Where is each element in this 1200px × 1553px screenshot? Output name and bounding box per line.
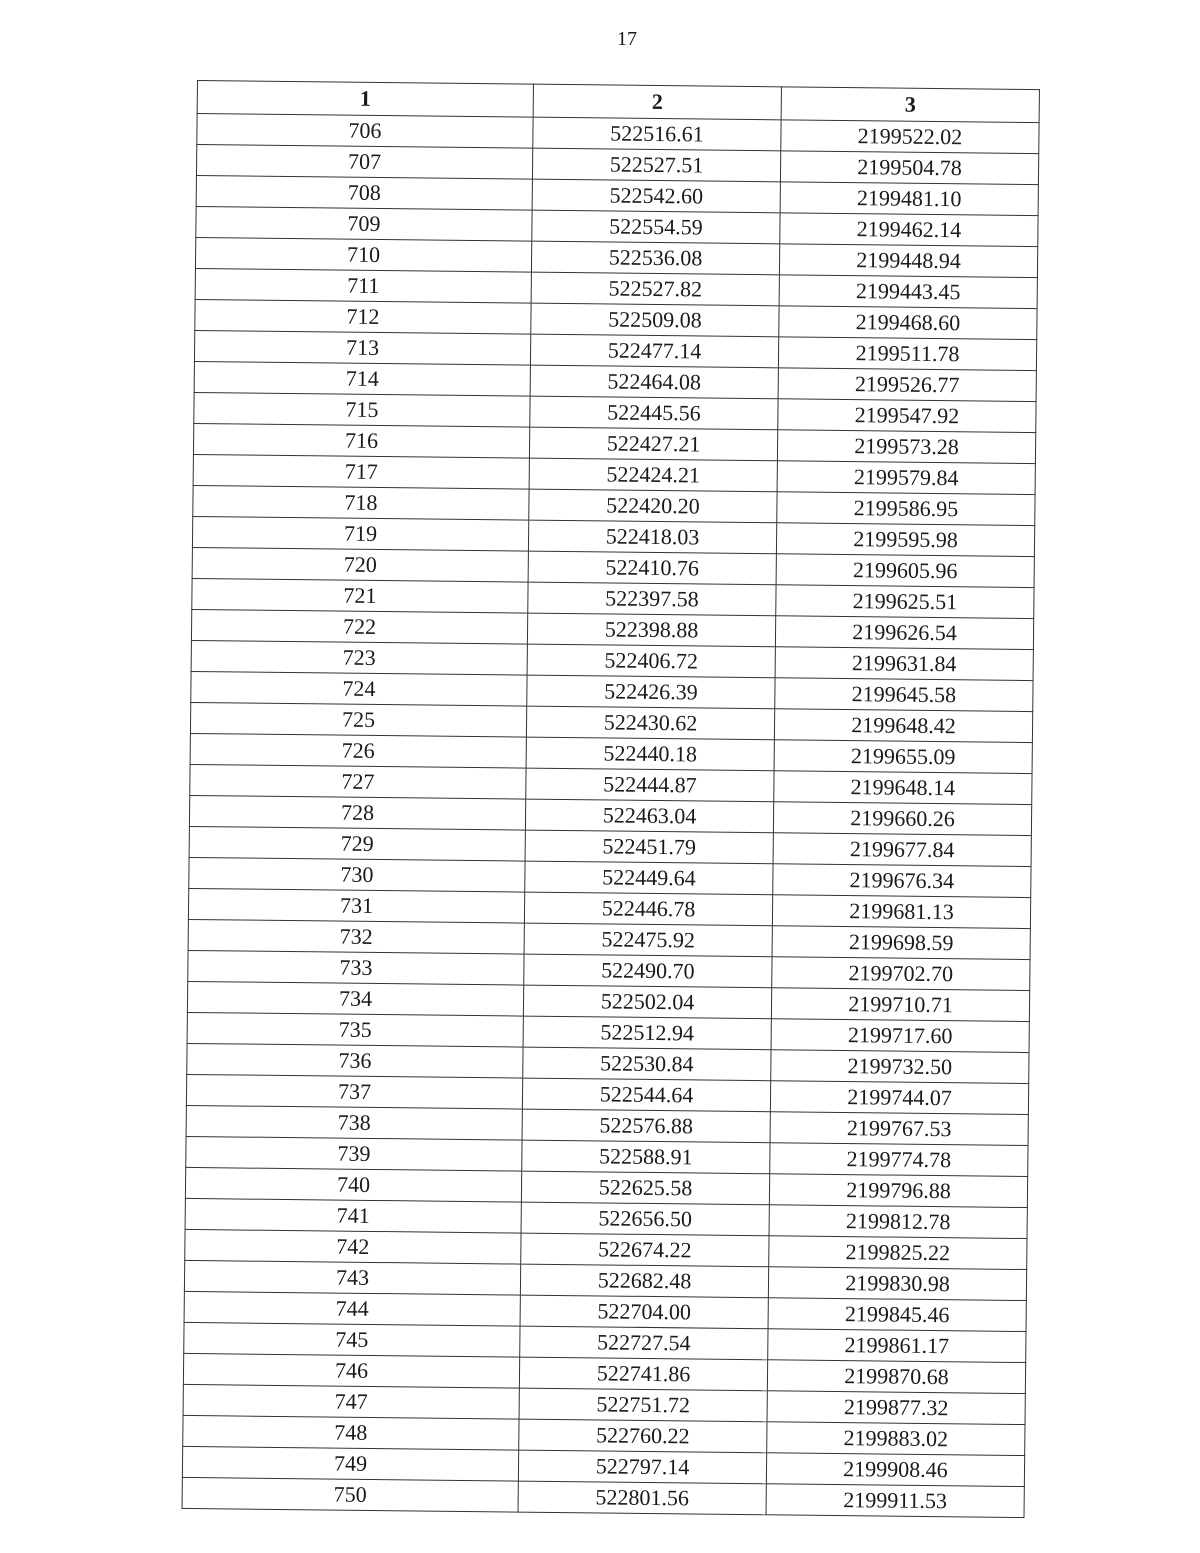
x-coordinate-cell: 522576.88 — [522, 1109, 770, 1143]
y-coordinate-cell: 2199448.94 — [779, 244, 1037, 278]
point-number-cell: 715 — [194, 392, 530, 427]
point-number-cell: 746 — [183, 1353, 519, 1388]
point-number-cell: 727 — [190, 764, 526, 799]
x-coordinate-cell: 522424.21 — [529, 458, 777, 492]
x-coordinate-cell: 522410.76 — [528, 551, 776, 585]
point-number-cell: 730 — [189, 857, 525, 892]
x-coordinate-cell: 522426.39 — [527, 675, 775, 709]
x-coordinate-cell: 522418.03 — [528, 520, 776, 554]
x-coordinate-cell: 522464.08 — [530, 365, 778, 399]
y-coordinate-cell: 2199481.10 — [780, 182, 1038, 216]
point-number-cell: 737 — [186, 1074, 522, 1109]
point-number-cell: 722 — [191, 609, 527, 644]
y-coordinate-cell: 2199468.60 — [779, 306, 1037, 340]
point-number-cell: 732 — [188, 919, 524, 954]
y-coordinate-cell: 2199908.46 — [766, 1453, 1024, 1487]
point-number-cell: 741 — [185, 1198, 521, 1233]
y-coordinate-cell: 2199655.09 — [774, 740, 1032, 774]
point-number-cell: 712 — [195, 299, 531, 334]
x-coordinate-cell: 522536.08 — [531, 241, 779, 275]
y-coordinate-cell: 2199631.84 — [775, 647, 1033, 681]
point-number-cell: 713 — [194, 330, 530, 365]
x-coordinate-cell: 522760.22 — [519, 1419, 767, 1453]
point-number-cell: 744 — [184, 1291, 520, 1326]
x-coordinate-cell: 522544.64 — [522, 1078, 770, 1112]
point-number-cell: 720 — [192, 547, 528, 582]
point-number-cell: 740 — [185, 1167, 521, 1202]
y-coordinate-cell: 2199702.70 — [772, 957, 1030, 991]
y-coordinate-cell: 2199825.22 — [769, 1236, 1027, 1270]
x-coordinate-cell: 522527.51 — [532, 148, 780, 182]
y-coordinate-cell: 2199462.14 — [780, 213, 1038, 247]
y-coordinate-cell: 2199911.53 — [766, 1484, 1024, 1518]
point-number-cell: 745 — [184, 1322, 520, 1357]
y-coordinate-cell: 2199526.77 — [778, 368, 1036, 402]
y-coordinate-cell: 2199605.96 — [776, 554, 1034, 588]
x-coordinate-cell: 522440.18 — [526, 737, 774, 771]
point-number-cell: 717 — [193, 454, 529, 489]
x-coordinate-cell: 522797.14 — [518, 1450, 766, 1484]
y-coordinate-cell: 2199877.32 — [767, 1391, 1025, 1425]
point-number-cell: 706 — [197, 114, 533, 149]
x-coordinate-cell: 522516.61 — [533, 117, 781, 151]
point-number-cell: 750 — [182, 1477, 518, 1512]
column-header-3: 3 — [781, 87, 1039, 123]
page-number: 17 — [617, 28, 637, 50]
y-coordinate-cell: 2199586.95 — [777, 492, 1035, 526]
point-number-cell: 742 — [185, 1229, 521, 1264]
point-number-cell: 710 — [195, 237, 531, 272]
y-coordinate-cell: 2199774.78 — [770, 1143, 1028, 1177]
x-coordinate-cell: 522397.58 — [528, 582, 776, 616]
point-number-cell: 734 — [187, 981, 523, 1016]
y-coordinate-cell: 2199626.54 — [775, 616, 1033, 650]
point-number-cell: 714 — [194, 361, 530, 396]
x-coordinate-cell: 522427.21 — [529, 427, 777, 461]
y-coordinate-cell: 2199645.58 — [775, 678, 1033, 712]
x-coordinate-cell: 522420.20 — [529, 489, 777, 523]
x-coordinate-cell: 522625.58 — [521, 1171, 769, 1205]
point-number-cell: 729 — [189, 826, 525, 861]
y-coordinate-cell: 2199796.88 — [769, 1174, 1027, 1208]
x-coordinate-cell: 522527.82 — [531, 272, 779, 306]
y-coordinate-cell: 2199676.34 — [773, 864, 1031, 898]
x-coordinate-cell: 522530.84 — [523, 1047, 771, 1081]
point-number-cell: 711 — [195, 268, 531, 303]
point-number-cell: 709 — [196, 206, 532, 241]
point-number-cell: 743 — [184, 1260, 520, 1295]
y-coordinate-cell: 2199830.98 — [768, 1267, 1026, 1301]
x-coordinate-cell: 522463.04 — [525, 799, 773, 833]
column-header-1: 1 — [197, 81, 533, 118]
point-number-cell: 738 — [186, 1105, 522, 1140]
x-coordinate-cell: 522509.08 — [531, 303, 779, 337]
point-number-cell: 719 — [192, 516, 528, 551]
x-coordinate-cell: 522490.70 — [524, 954, 772, 988]
y-coordinate-cell: 2199870.68 — [767, 1360, 1025, 1394]
y-coordinate-cell: 2199573.28 — [777, 430, 1035, 464]
x-coordinate-cell: 522554.59 — [532, 210, 780, 244]
y-coordinate-cell: 2199443.45 — [779, 275, 1037, 309]
point-number-cell: 707 — [196, 145, 532, 180]
x-coordinate-cell: 522502.04 — [523, 985, 771, 1019]
x-coordinate-cell: 522704.00 — [520, 1295, 768, 1329]
point-number-cell: 728 — [189, 795, 525, 830]
y-coordinate-cell: 2199744.07 — [770, 1081, 1028, 1115]
x-coordinate-cell: 522475.92 — [524, 923, 772, 957]
point-number-cell: 748 — [183, 1415, 519, 1450]
y-coordinate-cell: 2199732.50 — [771, 1050, 1029, 1084]
x-coordinate-cell: 522588.91 — [522, 1140, 770, 1174]
x-coordinate-cell: 522406.72 — [527, 644, 775, 678]
x-coordinate-cell: 522398.88 — [527, 613, 775, 647]
x-coordinate-cell: 522682.48 — [520, 1264, 768, 1298]
column-header-2: 2 — [533, 84, 781, 120]
y-coordinate-cell: 2199648.14 — [774, 771, 1032, 805]
y-coordinate-cell: 2199625.51 — [776, 585, 1034, 619]
y-coordinate-cell: 2199677.84 — [773, 833, 1031, 867]
x-coordinate-cell: 522446.78 — [524, 892, 772, 926]
point-number-cell: 735 — [187, 1012, 523, 1047]
y-coordinate-cell: 2199579.84 — [777, 461, 1035, 495]
x-coordinate-cell: 522444.87 — [526, 768, 774, 802]
y-coordinate-cell: 2199660.26 — [773, 802, 1031, 836]
y-coordinate-cell: 2199504.78 — [780, 151, 1038, 185]
coordinates-table-wrapper — [182, 80, 1039, 1518]
y-coordinate-cell: 2199845.46 — [768, 1298, 1026, 1332]
table-body — [182, 114, 1039, 1518]
x-coordinate-cell: 522751.72 — [519, 1388, 767, 1422]
y-coordinate-cell: 2199547.92 — [778, 399, 1036, 433]
point-number-cell: 726 — [190, 733, 526, 768]
point-number-cell: 724 — [191, 671, 527, 706]
point-number-cell: 747 — [183, 1384, 519, 1419]
y-coordinate-cell: 2199861.17 — [768, 1329, 1026, 1363]
point-number-cell: 725 — [190, 702, 526, 737]
y-coordinate-cell: 2199522.02 — [781, 120, 1039, 154]
point-number-cell: 721 — [192, 578, 528, 613]
point-number-cell: 708 — [196, 175, 532, 210]
x-coordinate-cell: 522727.54 — [520, 1326, 768, 1360]
y-coordinate-cell: 2199648.42 — [774, 709, 1032, 743]
x-coordinate-cell: 522542.60 — [532, 179, 780, 213]
x-coordinate-cell: 522512.94 — [523, 1016, 771, 1050]
x-coordinate-cell: 522477.14 — [530, 334, 778, 368]
point-number-cell: 731 — [188, 888, 524, 923]
point-number-cell: 749 — [182, 1446, 518, 1481]
x-coordinate-cell: 522741.86 — [519, 1357, 767, 1391]
point-number-cell: 736 — [187, 1043, 523, 1078]
y-coordinate-cell: 2199767.53 — [770, 1112, 1028, 1146]
y-coordinate-cell: 2199511.78 — [778, 337, 1036, 371]
point-number-cell: 733 — [188, 950, 524, 985]
x-coordinate-cell: 522449.64 — [525, 861, 773, 895]
y-coordinate-cell: 2199717.60 — [771, 1019, 1029, 1053]
point-number-cell: 739 — [186, 1136, 522, 1171]
y-coordinate-cell: 2199812.78 — [769, 1205, 1027, 1239]
y-coordinate-cell: 2199698.59 — [772, 926, 1030, 960]
x-coordinate-cell: 522445.56 — [530, 396, 778, 430]
x-coordinate-cell: 522656.50 — [521, 1202, 769, 1236]
x-coordinate-cell: 522801.56 — [518, 1481, 766, 1515]
x-coordinate-cell: 522451.79 — [525, 830, 773, 864]
y-coordinate-cell: 2199681.13 — [772, 895, 1030, 929]
point-number-cell: 716 — [193, 423, 529, 458]
y-coordinate-cell: 2199883.02 — [767, 1422, 1025, 1456]
coordinates-table — [182, 80, 1040, 1518]
x-coordinate-cell: 522674.22 — [521, 1233, 769, 1267]
y-coordinate-cell: 2199710.71 — [771, 988, 1029, 1022]
x-coordinate-cell: 522430.62 — [526, 706, 774, 740]
point-number-cell: 723 — [191, 640, 527, 675]
y-coordinate-cell: 2199595.98 — [776, 523, 1034, 557]
point-number-cell: 718 — [193, 485, 529, 520]
